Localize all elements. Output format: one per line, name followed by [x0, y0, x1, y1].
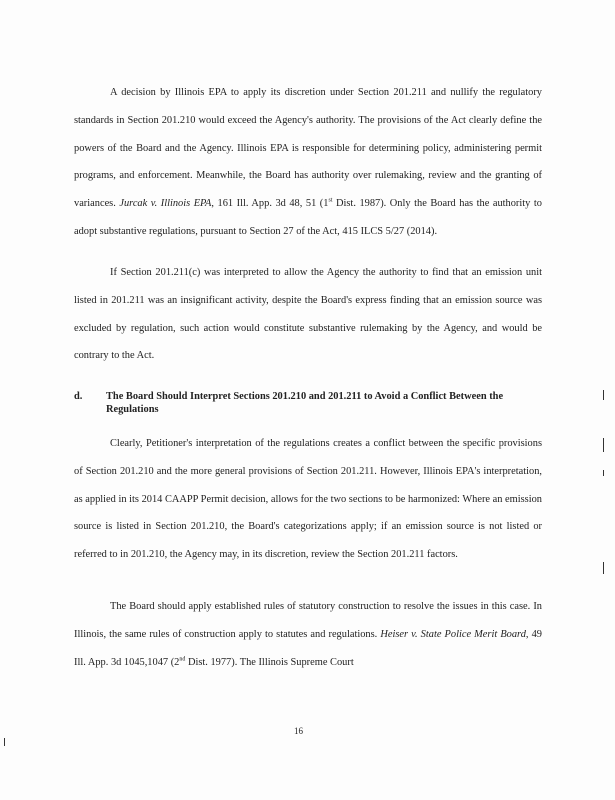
section-heading	[74, 390, 542, 416]
case-name-jurcak: Jurcak v. Illinois EPA	[119, 198, 212, 210]
paragraph-text: Dist. 1987). Only the Board has the authority to adopt substantive regulations, pursuant to Section 27 of the Act, 415 ILCS 5/27 (2014).	[74, 198, 542, 237]
paragraph-substantive-rulemaking: If Section 201.211(c) was interpreted to allow the Agency the authority to find that an emission unit listed in 201.211 was an insignificant activity, despite the Board's express finding that an emission source was excluded by regulation, such action would constitute substantive rulemaking by the Agency, and would be contrary to the Act.	[74, 267, 542, 362]
section-heading-letter: d.	[74, 391, 83, 402]
paragraph-statutory-construction	[74, 593, 542, 676]
scan-edge-mark	[603, 562, 604, 574]
paragraph-text: A decision by Illinois EPA to apply its discretion under Section 201.211 and nullify the regulatory standards in Section 201.210 would exceed the Agency's authority. The provisions of the Act clearly define the powers of the Board and the Agency. Illinois EPA is responsible for determining policy, administering permit programs, and enforcement. Meanwhile, the Board has authority over rulemaking, review and the granting of variances.	[74, 87, 542, 210]
section-heading-title: The Board Should Interpret Sections 201.210 and 201.211 to Avoid a Conflict Between the Regulations	[106, 391, 504, 415]
scan-edge-mark	[4, 738, 5, 746]
citation-text: , 161 Ill. App. 3d 48, 51 (1	[211, 198, 329, 210]
ordinal-superscript: nd	[179, 656, 186, 663]
paragraph-text: Dist. 1977). The Illinois Supreme Court	[185, 656, 354, 668]
page-number: 16	[294, 726, 303, 736]
citation-text: , 49 Ill. App. 3d 1045,1047 (2	[74, 628, 542, 668]
paragraph-agency-authority	[74, 79, 542, 246]
paragraph-text: The Board should apply established rules of statutory construction to resolve the issues in this case. In Illinois, the same rules of construction apply to statutes and regulations.	[74, 601, 542, 640]
scan-edge-mark	[603, 438, 604, 452]
ordinal-superscript: st	[328, 197, 333, 204]
scan-edge-mark	[603, 390, 604, 400]
case-name-heiser: Heiser v. State Police Merit Board	[380, 628, 526, 640]
paragraph-interpretation-conflict: Clearly, Petitioner's interpretation of the regulations creates a conflict between the specific provisions of Section 201.210 and the more general provisions of Section 201.211. However, Illinois EPA's interpretation, as applied in its 2014 CAAPP Permit decision, allows for the two sections to be harmonized: Where an emission source is listed in Section 201.210, the Board's categorizations apply; if an emission source is not listed or referred to in 201.210, the Agency may, in its discretion, review the Section 201.211 factors.	[74, 438, 542, 561]
scan-edge-mark	[603, 470, 604, 476]
